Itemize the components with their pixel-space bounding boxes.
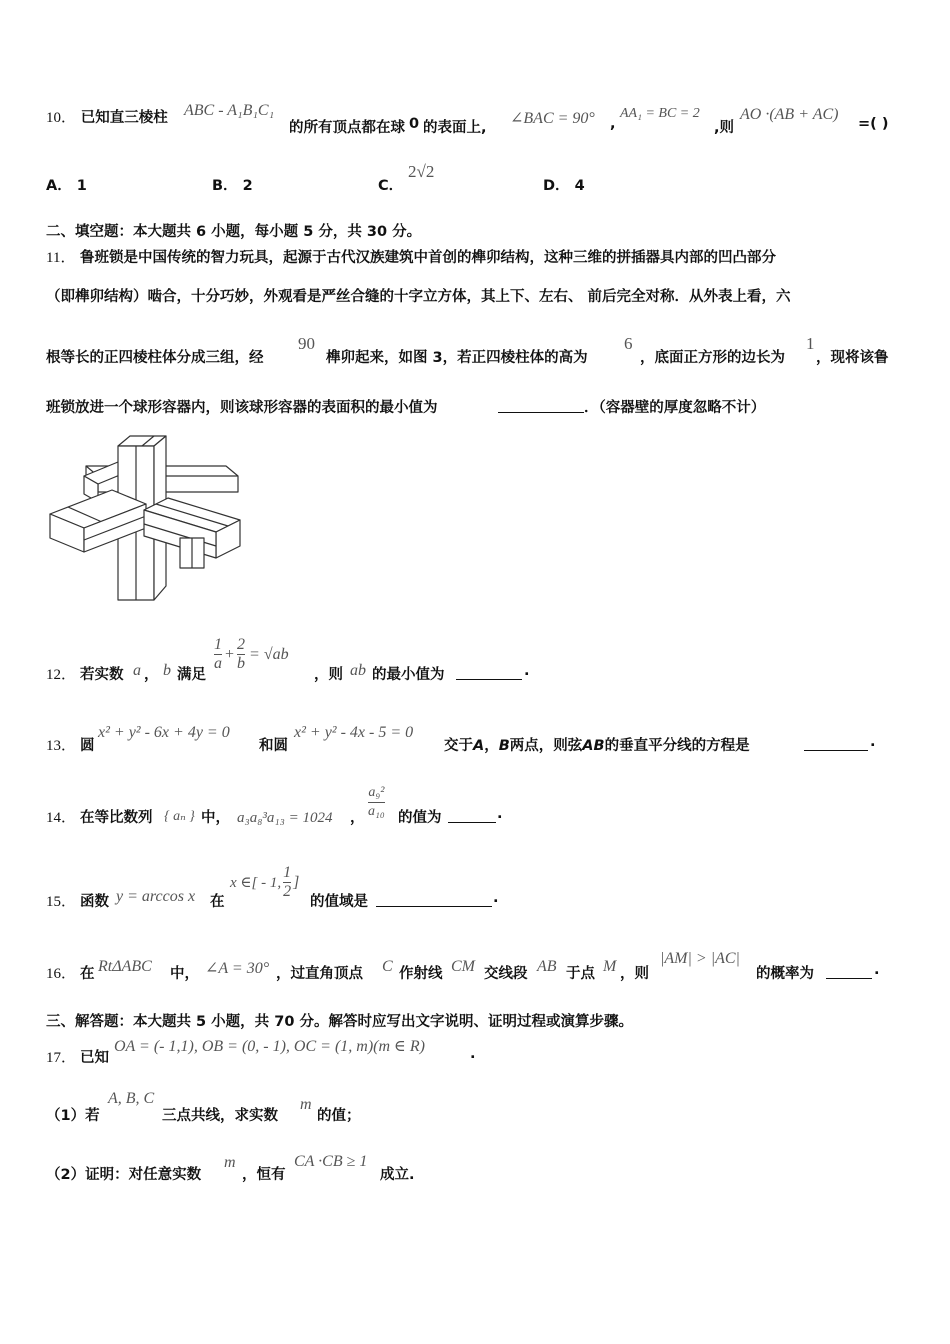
- q14-answer-blank: [448, 808, 496, 823]
- q10-option-c-label: C．: [378, 178, 404, 194]
- q17-vectors: OA = (- 1,1), OB = (0, - 1), OC = (1, m)(m ∈ R): [114, 1038, 425, 1055]
- q13-number: 13．: [46, 738, 77, 754]
- q11-number: 11．: [46, 250, 76, 266]
- q14-sequence: { aₙ }: [164, 809, 195, 824]
- q15-function: y = arccos x: [116, 888, 196, 905]
- q15-domain: x ∈[ - 1, $\frac{1}{2}$ ]: [230, 864, 300, 900]
- q17-part1-label: （1）若: [46, 1108, 100, 1124]
- q16-inequality: |AM| > |AC|: [660, 950, 740, 967]
- q10-option-c-value: 2√2: [408, 162, 435, 181]
- q13-circle-1: x² + y² - 6x + 4y = 0: [98, 724, 230, 741]
- q10-number: 10．: [46, 110, 77, 126]
- q16-number: 16．: [46, 966, 77, 982]
- q10-option-b: B． 2: [212, 178, 253, 194]
- q10-lengths: AA₁ = BC = 2: [620, 106, 700, 121]
- q12-number: 12．: [46, 667, 77, 683]
- luban-lock-figure: [48, 428, 242, 604]
- q10-option-a: A． 1: [46, 178, 87, 194]
- q10-prism: ABC - A₁B₁C₁: [184, 102, 275, 119]
- section2-heading: 二、填空题：本大题共 6 小题，每小题 5 分，共 30 分。: [46, 224, 422, 240]
- q13-tail: 交于A，B两点，则弦AB的垂直平分线的方程是: [444, 738, 750, 754]
- q17-number: 17．: [46, 1050, 77, 1066]
- q14-number: 14．: [46, 810, 77, 826]
- q10-angle: ∠BAC = 90°: [510, 110, 595, 127]
- q15-answer-blank: [376, 892, 492, 907]
- q14-condition: a₃a₈³a₁₃ = 1024: [237, 810, 333, 826]
- q12-answer-blank: [456, 665, 522, 680]
- q10-vector-expr: AO ·(AB + AC): [740, 106, 839, 123]
- q13-circle-2: x² + y² - 4x - 5 = 0: [294, 724, 414, 741]
- q17-part2-inequality: CA ·CB ≥ 1: [294, 1153, 368, 1170]
- q14-fraction: a₉² a₁₀: [368, 785, 385, 819]
- q11-answer-blank: [498, 398, 584, 413]
- q10-stem: 10． 已知直三棱柱: [46, 110, 168, 126]
- q12-condition: $\frac{1}{a}$ + $\frac{2}{b}$ = √ab: [214, 636, 289, 672]
- q15-number: 15．: [46, 894, 77, 910]
- q10-option-d: D． 4: [543, 178, 585, 194]
- section3-heading: 三、解答题：本大题共 5 小题，共 70 分。解答时应写出文字说明、证明过程或演算步骤。: [46, 1014, 633, 1030]
- q17-part2-label: （2）证明：对任意实数: [46, 1167, 202, 1183]
- q16-answer-blank: [826, 964, 872, 979]
- q13-answer-blank: [804, 736, 868, 751]
